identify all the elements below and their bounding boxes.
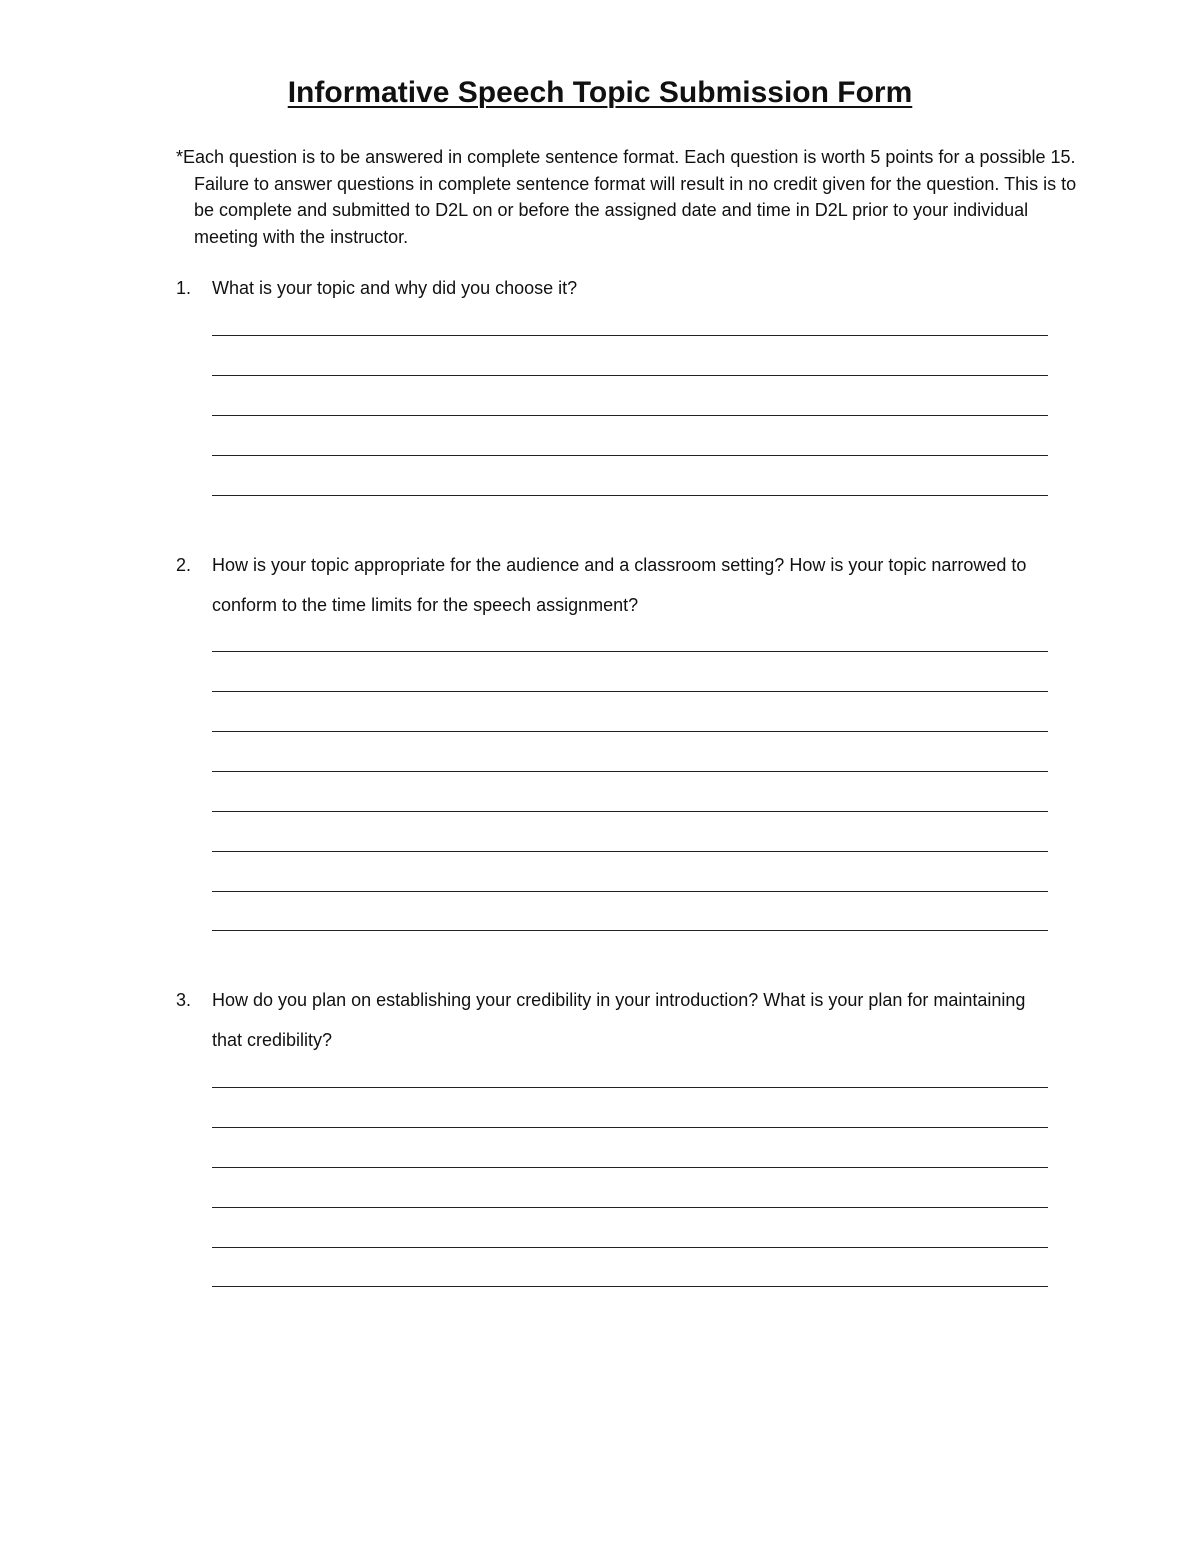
question-1 <box>176 268 1056 308</box>
question-1-text: What is your topic and why did you choose it? <box>212 278 578 298</box>
answer-line-q3-2[interactable] <box>212 1127 1048 1128</box>
question-1-number: 1. <box>176 278 192 298</box>
answer-line-q2-3[interactable] <box>212 731 1048 732</box>
answer-line-q3-4[interactable] <box>212 1207 1048 1208</box>
answer-line-q2-1[interactable] <box>212 651 1048 652</box>
answer-line-q1-3[interactable] <box>212 415 1048 416</box>
form-instructions: *Each question is to be answered in complete sentence format. Each question is worth 5 points for a possible 15. Failure to answer questions in complete sentence format will result in no credit given for the question. This is to be complete and submitted to D2L on or before the assigned date and time in D2L prior to your individual meeting with the instructor. <box>176 147 1077 247</box>
answer-line-q2-4[interactable] <box>212 771 1048 772</box>
question-2-number: 2. <box>176 555 192 575</box>
answer-line-q3-1[interactable] <box>212 1087 1048 1088</box>
question-3-text: How do you plan on establishing your credibility in your introduction? What is your plan for maintaining that credibility? <box>212 990 1026 1050</box>
answer-line-q3-6[interactable] <box>212 1286 1048 1287</box>
answer-line-q1-1[interactable] <box>212 335 1048 336</box>
answer-line-q1-2[interactable] <box>212 375 1048 376</box>
question-2-text: How is your topic appropriate for the audience and a classroom setting? How is your topic narrowed to conform to the time limits for the speech assignment? <box>212 555 1027 615</box>
answer-line-q3-3[interactable] <box>212 1167 1048 1168</box>
question-3-number: 3. <box>176 990 192 1010</box>
answer-line-q2-8[interactable] <box>212 930 1048 931</box>
answer-line-q2-7[interactable] <box>212 891 1048 892</box>
question-3 <box>176 980 1056 1060</box>
form-title: Informative Speech Topic Submission Form <box>287 76 913 109</box>
answer-line-q2-2[interactable] <box>212 691 1048 692</box>
answer-line-q1-5[interactable] <box>212 495 1048 496</box>
question-2 <box>176 545 1056 625</box>
answer-line-q2-5[interactable] <box>212 811 1048 812</box>
answer-line-q3-5[interactable] <box>212 1247 1048 1248</box>
answer-line-q1-4[interactable] <box>212 455 1048 456</box>
answer-line-q2-6[interactable] <box>212 851 1048 852</box>
